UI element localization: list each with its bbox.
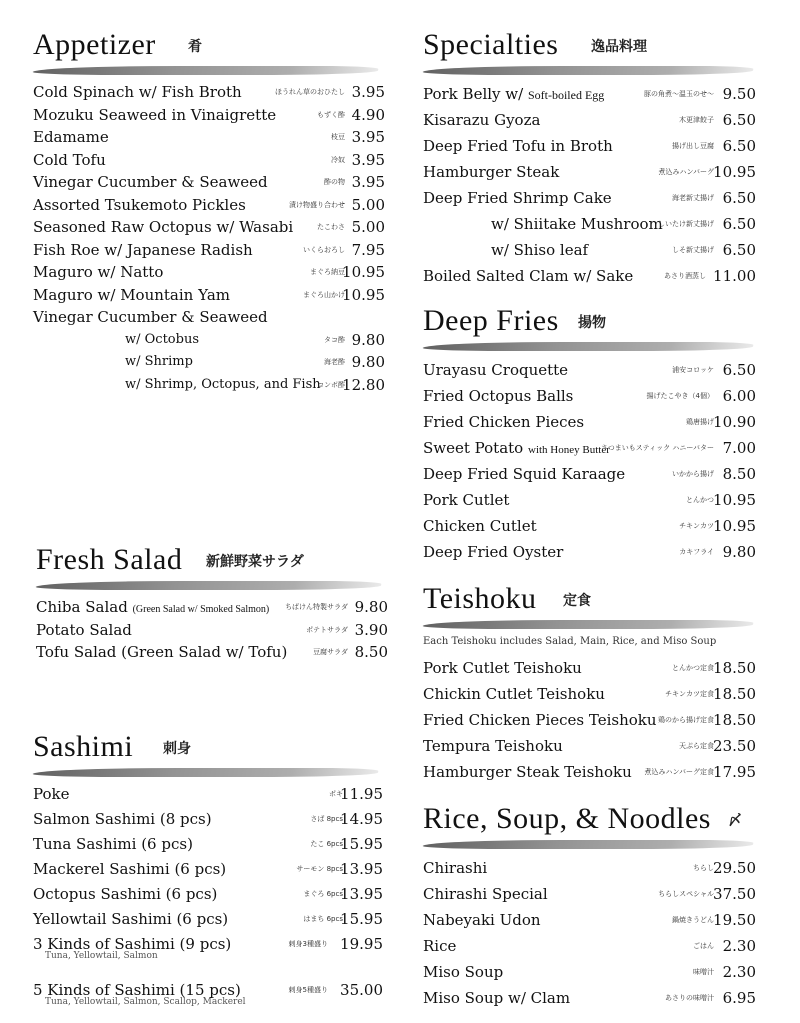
- item-name: Poke: [33, 785, 70, 803]
- item-name-main: Chiba Salad: [36, 598, 128, 616]
- item-name: Salmon Sashimi (8 pcs): [33, 810, 212, 828]
- menu-item: [423, 759, 756, 785]
- item-price: 6.50: [722, 111, 756, 129]
- item-price: 10.95: [713, 163, 756, 181]
- item-name-jp: さば 8pcs: [310, 815, 343, 823]
- menu-item: [423, 655, 756, 681]
- item-name-jp: 海老新丈揚げ: [672, 194, 714, 202]
- menu-item: [423, 933, 756, 959]
- item-price: 2.30: [722, 963, 756, 981]
- item-description: Tuna, Yellowtail, Salmon, Scallop, Mackerel: [45, 997, 246, 1007]
- item-name-jp: さつまいもスティック ハニーバター: [600, 444, 714, 452]
- menu-item: [33, 149, 385, 172]
- item-name: Fish Roe w/ Japanese Radish: [33, 240, 253, 259]
- item-name-detail: (Green Salad w/ Smoked Salmon): [132, 604, 270, 615]
- menu-item: [423, 107, 756, 133]
- menu-item: [33, 808, 383, 833]
- menu-item: [33, 239, 385, 262]
- menu-item: [33, 979, 383, 999]
- menu-item: [33, 783, 383, 808]
- menu-item: [423, 539, 756, 565]
- section-header: [423, 304, 756, 340]
- section-title: Teishoku: [423, 582, 537, 615]
- menu-item: [423, 263, 756, 289]
- item-name: w/ Shiso leaf: [491, 241, 589, 259]
- item-price: 5.00: [351, 195, 385, 214]
- item-price: 9.50: [722, 85, 756, 103]
- item-name: Seasoned Raw Octopus w/ Wasabi: [33, 218, 294, 236]
- item-name: Vinegar Cucumber & Seaweed: [33, 173, 268, 191]
- item-name-jp: とんかつ: [686, 496, 714, 504]
- item-name: Chirashi Special: [423, 885, 548, 903]
- menu-item: [33, 81, 385, 104]
- item-name-jp: 鶏唐揚げ: [686, 418, 714, 426]
- item-price: 12.80: [342, 375, 385, 394]
- menu-item: [36, 619, 388, 642]
- section-appetizer: [33, 28, 385, 396]
- item-name: Tempura Teishoku: [423, 737, 563, 755]
- brush-divider: [422, 342, 754, 351]
- item-price: 8.50: [354, 643, 388, 661]
- menu-item: [33, 104, 385, 127]
- item-name-jp: 刺身3種盛り: [288, 940, 328, 948]
- menu-item: [33, 933, 383, 953]
- menu-item: [33, 908, 383, 933]
- item-price: 18.50: [713, 711, 756, 729]
- item-name-jp: ごはん: [693, 942, 714, 950]
- item-name-jp: 浦安コロッケ: [672, 366, 714, 374]
- item-name: Hamburger Steak Teishoku: [423, 763, 632, 781]
- menu-item: [33, 126, 385, 149]
- item-name-jp: タコ酢: [324, 335, 345, 344]
- item-price: 19.50: [713, 911, 756, 929]
- item-price: 10.95: [342, 263, 385, 281]
- item-price: 6.95: [722, 989, 756, 1007]
- brush-divider: [422, 66, 754, 75]
- brush-divider: [32, 768, 379, 777]
- item-name-jp: ちらしスペシャル: [658, 890, 714, 898]
- item-price: 11.00: [713, 267, 756, 285]
- item-name-jp: たこ 6pcs: [310, 840, 343, 848]
- item-price: 7.00: [722, 439, 756, 457]
- item-name: Maguro w/ Mountain Yam: [33, 285, 231, 304]
- section-title: Fresh Salad: [36, 543, 183, 576]
- item-name: Chickin Cutlet Teishoku: [423, 685, 605, 703]
- item-price: 17.95: [713, 763, 756, 781]
- item-price: 8.50: [722, 465, 756, 483]
- menu-item: [423, 383, 756, 409]
- item-price: 7.95: [351, 240, 385, 259]
- item-name-jp: たこわさ: [317, 223, 345, 231]
- item-price: 2.30: [722, 937, 756, 955]
- item-name: Octopus Sashimi (6 pcs): [33, 885, 218, 903]
- item-name-jp: いくらおろし: [303, 245, 345, 254]
- menu-item: [423, 855, 756, 881]
- item-name-jp: 木更津餃子: [679, 116, 714, 124]
- brush-divider: [422, 840, 754, 849]
- section-title: Sashimi: [33, 730, 134, 763]
- menu-item-group-heading: [33, 306, 385, 329]
- item-name: Maguro w/ Natto: [33, 263, 164, 281]
- menu-item: [423, 881, 756, 907]
- item-price: 10.90: [713, 413, 756, 431]
- item-name-jp: 酢の物: [324, 178, 345, 186]
- menu-item: [423, 733, 756, 759]
- item-name: Rice: [423, 937, 457, 955]
- section-title: Appetizer: [33, 28, 156, 61]
- item-name: Kisarazu Gyoza: [423, 111, 541, 129]
- item-name-jp: 味噌汁: [693, 968, 714, 976]
- item-name: w/ Shrimp, Octopus, and Fish: [125, 376, 321, 392]
- item-description: Tuna, Yellowtail, Salmon: [45, 951, 158, 961]
- item-name: w/ Octobus: [125, 331, 199, 347]
- menu-item: [423, 707, 756, 733]
- section-title-jp: 肴: [188, 39, 202, 55]
- item-name-jp: 鍋焼きうどん: [672, 916, 714, 924]
- item-name: Pork Cutlet Teishoku: [423, 659, 582, 677]
- section-title-jp: 新鮮野菜サラダ: [206, 554, 304, 570]
- item-name-jp: 漬け物盛り合わせ: [289, 200, 345, 209]
- item-name: Cold Tofu: [33, 150, 106, 169]
- item-price: 4.90: [351, 105, 385, 124]
- menu-item: [423, 513, 756, 539]
- section-teishoku: [423, 582, 756, 785]
- section-header: [423, 28, 756, 64]
- item-price: 5.00: [351, 218, 385, 236]
- item-price: 6.00: [722, 387, 756, 405]
- item-name: Pork Cutlet: [423, 491, 510, 509]
- section-title-jp: 〆: [728, 813, 742, 829]
- menu-item: [423, 487, 756, 513]
- item-price: 9.80: [354, 598, 388, 616]
- menu-item: [33, 858, 383, 883]
- item-name-jp: 刺身5種盛り: [288, 986, 328, 994]
- menu-item: [423, 461, 756, 487]
- item-name: Mozuku Seaweed in Vinaigrette: [33, 105, 277, 124]
- item-name: Potato Salad: [36, 620, 132, 639]
- item-price: 19.95: [340, 935, 383, 953]
- section-title: Rice, Soup, & Noodles: [423, 802, 711, 835]
- section-note: Each Teishoku includes Salad, Main, Rice, and Miso Soup: [423, 636, 717, 647]
- item-name: 5 Kinds of Sashimi (15 pcs): [33, 981, 241, 999]
- item-name-detail: with Honey Butter: [528, 444, 610, 456]
- section-title-jp: 刺身: [163, 741, 191, 757]
- item-name-jp: 揚げたこやき（4個）: [646, 392, 714, 400]
- section-title-jp: 定食: [563, 593, 591, 609]
- section-header: [423, 802, 756, 838]
- item-name-main: Pork Belly w/: [423, 85, 524, 103]
- item-name-jp: いかから揚げ: [672, 470, 714, 478]
- item-price: 35.00: [340, 981, 383, 999]
- menu-item: [33, 883, 383, 908]
- item-name: w/ Shrimp: [125, 354, 193, 369]
- menu-item: [33, 261, 385, 284]
- item-name-jp: チキンカツ: [679, 522, 714, 530]
- item-name: Assorted Tsukemoto Pickles: [33, 195, 246, 214]
- item-name-jp: しいたけ新丈揚げ: [658, 220, 714, 228]
- item-name: Mackerel Sashimi (6 pcs): [33, 860, 227, 878]
- menu-item: [33, 284, 385, 307]
- menu-item: [423, 907, 756, 933]
- item-name: Urayasu Croquette: [423, 361, 569, 379]
- item-name-jp: 海老酢: [324, 358, 345, 366]
- item-name-jp: カキフライ: [679, 548, 714, 556]
- menu-item: [423, 81, 756, 107]
- menu-item: [33, 171, 385, 194]
- menu-item: [36, 641, 388, 664]
- item-name: Deep Fried Tofu in Broth: [423, 137, 613, 155]
- item-name: 3 Kinds of Sashimi (9 pcs): [33, 935, 232, 953]
- item-name: Nabeyaki Udon: [423, 911, 541, 929]
- menu-item: [423, 681, 756, 707]
- item-name-jp: もずく酢: [317, 110, 345, 119]
- item-name-jp: 揚げ出し豆腐: [672, 142, 714, 150]
- menu-item-variant: [423, 237, 756, 263]
- menu-item: [423, 409, 756, 435]
- menu-item: [423, 959, 756, 985]
- item-price: 3.90: [354, 620, 388, 639]
- item-price: 6.50: [722, 215, 756, 233]
- section-title: Specialties: [423, 28, 559, 61]
- item-name: [423, 81, 604, 108]
- item-name-jp: まぐろ 6pcs: [303, 890, 343, 898]
- item-name: Yellowtail Sashimi (6 pcs): [33, 910, 229, 928]
- menu-item-variant: [33, 329, 385, 352]
- item-name-jp: とんかつ定食: [672, 664, 714, 672]
- menu-item: [423, 185, 756, 211]
- item-price: 6.50: [722, 189, 756, 207]
- section-specialties: [423, 28, 756, 289]
- item-name-jp: まぐろ山かけ: [303, 290, 345, 299]
- item-price: 6.50: [722, 241, 756, 259]
- item-name-jp: しそ新丈揚げ: [672, 246, 714, 254]
- section-header: [33, 28, 385, 64]
- section-title-jp: 逸品料理: [591, 39, 647, 55]
- item-name-jp: 煮込みハンバーグ: [658, 168, 714, 176]
- item-price: 3.95: [351, 83, 385, 101]
- item-price: 29.50: [713, 859, 756, 877]
- item-price: 18.50: [713, 659, 756, 677]
- item-name: Tofu Salad (Green Salad w/ Tofu): [36, 643, 288, 661]
- item-name-jp: ほうれん草のおひたし: [275, 88, 345, 96]
- menu-item: [423, 357, 756, 383]
- item-name: Edamame: [33, 128, 109, 146]
- menu-item: [33, 194, 385, 217]
- item-price: 13.95: [340, 885, 383, 903]
- item-name-jp: ちらし: [693, 864, 714, 872]
- menu-item: [36, 596, 388, 619]
- item-price: 3.95: [351, 173, 385, 191]
- item-name: Deep Fried Oyster: [423, 543, 564, 561]
- item-name: Fried Octopus Balls: [423, 387, 574, 405]
- item-price: 9.80: [722, 543, 756, 561]
- item-price: 23.50: [713, 737, 756, 755]
- menu-item: [423, 159, 756, 185]
- brush-divider: [422, 620, 754, 629]
- item-name: Fried Chicken Pieces: [423, 413, 585, 431]
- item-name-jp: あさりの味噌汁: [665, 994, 714, 1002]
- item-name: Tuna Sashimi (6 pcs): [33, 835, 193, 853]
- item-name-jp: サーモン 8pcs: [296, 865, 343, 873]
- item-name: Miso Soup: [423, 963, 504, 981]
- item-name-jp: ちばけん特製サラダ: [285, 603, 348, 611]
- item-price: 9.80: [351, 330, 385, 349]
- menu-item: [33, 833, 383, 858]
- item-price: 14.95: [340, 810, 383, 828]
- section-header: [36, 543, 388, 579]
- item-name-detail: Soft-boiled Egg: [527, 88, 605, 102]
- item-name: Chirashi: [423, 859, 488, 877]
- item-name-jp: 天ぷら定食: [679, 742, 714, 750]
- section-fresh-salad: [36, 543, 388, 664]
- item-price: 18.50: [713, 685, 756, 703]
- item-name: Miso Soup w/ Clam: [423, 989, 571, 1007]
- menu-item-variant: [33, 374, 385, 397]
- item-name: w/ Shiitake Mushroom: [491, 215, 663, 233]
- item-name: [423, 435, 610, 463]
- item-price: 3.95: [351, 150, 385, 169]
- item-name-jp: 豚の角煮〜温玉のせ〜: [644, 90, 714, 98]
- item-price: 15.95: [340, 835, 383, 853]
- item-name: Vinegar Cucumber & Seaweed: [33, 308, 268, 326]
- menu-item: [423, 133, 756, 159]
- menu-item: [423, 985, 756, 1011]
- item-name: Fried Chicken Pieces Teishoku: [423, 711, 657, 729]
- item-price: 10.95: [713, 491, 756, 509]
- item-price: 13.95: [340, 860, 383, 878]
- item-price: 15.95: [340, 910, 383, 928]
- item-name-jp: 豆腐サラダ: [313, 648, 348, 656]
- brush-divider: [32, 66, 379, 75]
- item-name-jp: 冷奴: [331, 155, 345, 164]
- item-name-main: Sweet Potato: [423, 439, 524, 457]
- section-deep-fries: [423, 304, 756, 565]
- item-name-jp: ポテトサラダ: [306, 625, 348, 634]
- item-name-jp: あさり酒蒸し: [664, 272, 706, 280]
- section-header: [33, 730, 383, 766]
- item-name-jp: 鶏のから揚げ定食: [658, 716, 714, 724]
- item-price: 6.50: [722, 137, 756, 155]
- item-name-jp: コンボ酢: [317, 380, 345, 389]
- menu-item: [33, 216, 385, 239]
- section-rice-soup-noodles: [423, 802, 756, 1011]
- item-name-jp: まぐろ納豆: [310, 268, 345, 276]
- item-price: 9.80: [351, 353, 385, 371]
- brush-divider: [35, 581, 382, 590]
- item-price: 37.50: [713, 885, 756, 903]
- item-price: 6.50: [722, 361, 756, 379]
- item-price: 11.95: [340, 785, 383, 803]
- item-price: 10.95: [713, 517, 756, 535]
- item-name-jp: ポキ: [329, 790, 343, 798]
- menu-item-variant: [423, 211, 756, 237]
- item-name: Deep Fried Squid Karaage: [423, 465, 626, 483]
- item-name: Boiled Salted Clam w/ Sake: [423, 267, 634, 285]
- section-title: Deep Fries: [423, 304, 559, 337]
- item-name-jp: 煮込みハンバーグ定食: [644, 768, 714, 776]
- section-sashimi: [33, 730, 383, 1008]
- menu-item: [423, 435, 756, 461]
- item-price: 10.95: [342, 285, 385, 304]
- item-name: Chicken Cutlet: [423, 517, 537, 535]
- item-name: Deep Fried Shrimp Cake: [423, 189, 612, 207]
- item-name-jp: チキンカツ定食: [665, 690, 714, 698]
- item-price: 3.95: [351, 128, 385, 146]
- item-name-jp: はまち 6pcs: [303, 915, 343, 923]
- item-name: Cold Spinach w/ Fish Broth: [33, 83, 242, 101]
- section-title-jp: 揚物: [578, 315, 606, 331]
- section-header: [423, 582, 756, 618]
- item-name-jp: 枝豆: [331, 133, 345, 141]
- item-name: Hamburger Steak: [423, 163, 560, 181]
- menu-item-variant: [33, 351, 385, 374]
